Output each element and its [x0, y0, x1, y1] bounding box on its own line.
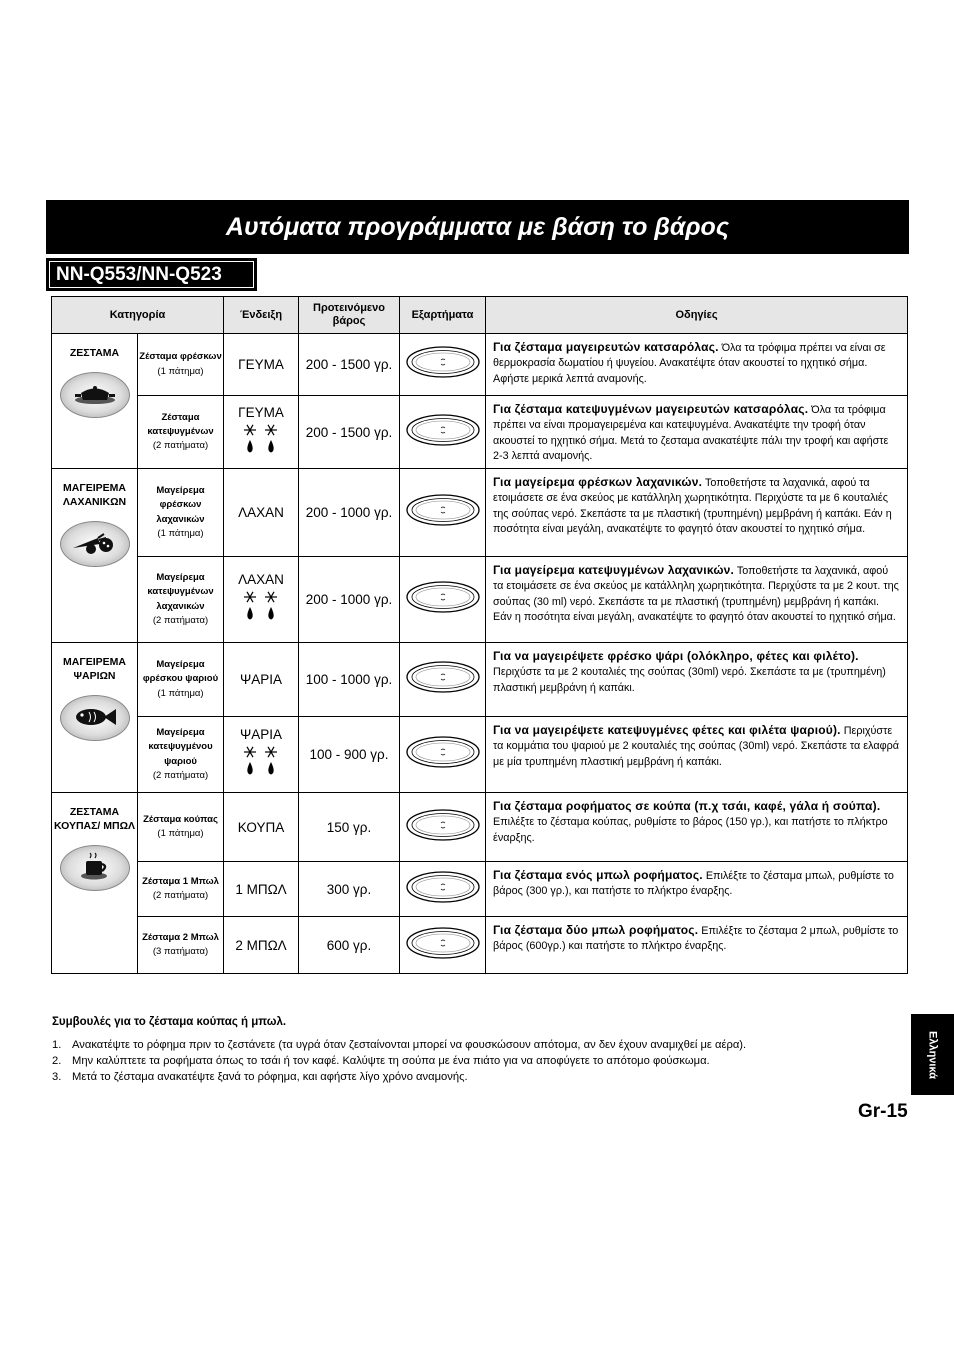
- accessory-cell: [400, 469, 486, 557]
- indicator-label: 1 ΜΠΩΛ: [235, 881, 287, 897]
- subcategory-cell: [138, 557, 224, 643]
- weight-value: 200 - 1500 γρ.: [305, 424, 393, 440]
- subcategory-cell: [138, 469, 224, 557]
- press-count: (3 πατήματα): [152, 946, 209, 957]
- subcategory-cell: [138, 334, 224, 396]
- instructions-cell: [486, 643, 908, 717]
- subcategory-cell: [138, 917, 224, 974]
- indicator-cell: [224, 334, 299, 396]
- instruction-text: Τοποθετήστε τα λαχανικά, αφού τα ετοιμάσετε σε ένα σκεύος με κατάλληλη χωρητικότητα. Περιχύστε τα με 6 κουταλιές της σούπας νερό. Σκεπάστε τα με πλαστική (τρυπημένη) μεμβράνη ή καπάκι. Εάν η ποσότητα είναι μεγάλη, ανακατέψτε το φαγητό όταν ακουστεί το ηχητικό σήμα.: [493, 477, 892, 535]
- vegetables-icon: [70, 530, 120, 559]
- instruction-text: Τοποθετήστε τα λαχανικά, αφού τα ετοιμάσετε σε ένα σκεύος με κατάλληλη χωρητικότητα. Περιχύστε τα με 2 κουτ. της σούπας (30 ml) νερό. Σκεπάστε τα με πλαστική (τρυπημένη) μεμβράνη ή καπάκι. Εάν η ποσότητα είναι μεγάλη, ανακατέψτε το φαγητό όταν ακουστεί το ηχητικό σήμα.: [493, 565, 899, 623]
- instructions-cell: [486, 862, 908, 917]
- fish-icon: [71, 704, 119, 733]
- instruction-heading: Για να μαγειρέψετε φρέσκο ψάρι (ολόκληρο, φέτες και φιλέτο).: [493, 649, 859, 663]
- turntable-plate-icon: [405, 601, 481, 618]
- instruction-heading: Για ζέσταμα ενός μπωλ ροφήματος.: [493, 868, 703, 882]
- tip-number: 2.: [52, 1055, 62, 1068]
- header-weight: Προτεινόμενο βάρος: [299, 297, 400, 334]
- header-accessories: Εξαρτήματα: [400, 297, 486, 334]
- subcategory-cell: [138, 643, 224, 717]
- tip-number: 1.: [52, 1039, 62, 1052]
- weight-cell: [299, 717, 400, 793]
- indicator-cell: [224, 396, 299, 469]
- table-row: [52, 862, 908, 917]
- subcategory-title: Ζέσταμα κατεψυγμένων: [147, 411, 214, 437]
- instruction-text: Περιχύστε τα κομμάτια του ψαριού με 2 κουταλιές της σούπας (30ml) νερό. Σκεπάστε τα ελαφρά με μία τρυπημένη πλαστική μεμβράνη ή καπάκι.: [493, 725, 899, 768]
- indicator-cell: [224, 557, 299, 643]
- weight-cell: [299, 557, 400, 643]
- category-disc: [60, 845, 130, 891]
- category-disc: [60, 521, 130, 567]
- instructions-cell: [486, 917, 908, 974]
- instructions-cell: [486, 717, 908, 793]
- instructions-cell: [486, 557, 908, 643]
- press-count: (1 πάτημα): [157, 527, 204, 539]
- instruction-text: Περιχύστε τα με 2 κουταλιές της σούπας (30ml) νερό. Σκεπάστε τα με (τρυπημένη) πλαστική μεμβράνη ή καπάκι.: [493, 666, 886, 694]
- table-header-row: [52, 297, 908, 334]
- turntable-plate-icon: [405, 756, 481, 773]
- instruction-heading: Για να μαγειρέψετε κατεψυγμένες φέτες και φιλέτα ψαριού).: [493, 723, 841, 737]
- table-row: [52, 793, 908, 862]
- subcategory-title: Ζέσταμα 2 Μπωλ: [142, 931, 219, 943]
- accessory-cell: [400, 917, 486, 974]
- tip-item: [52, 1054, 852, 1070]
- instructions-cell: [486, 334, 908, 396]
- instruction-heading: Για ζέσταμα ροφήματος σε κούπα (π.χ τσάι, καφέ, γάλα ή σούπα).: [493, 799, 881, 813]
- press-count: (1 πάτημα): [157, 365, 204, 377]
- subcategory-cell: [138, 862, 224, 917]
- tip-item: [52, 1070, 852, 1086]
- indicator-label: ΓΕΥΜΑ: [238, 357, 284, 372]
- accessory-cell: [400, 793, 486, 862]
- accessory-cell: [400, 717, 486, 793]
- table-row: [52, 334, 908, 396]
- indicator-cell: [224, 717, 299, 793]
- tip-text: Μετά το ζέσταμα ανακατέψτε ξανά το ρόφημα, και αφήστε λίγο χρόνο αναμονής.: [72, 1071, 468, 1084]
- weight-value: 100 - 1000 γρ.: [305, 672, 393, 687]
- subcategory-title: Μαγείρεμα φρέσκου ψαριού: [142, 659, 219, 685]
- weight-cell: [299, 643, 400, 717]
- table-row: [52, 396, 908, 469]
- indicator-label: ΨΑΡΙΑ: [239, 727, 283, 742]
- indicator-label: ΨΑΡΙΑ: [239, 672, 283, 687]
- table-row: [52, 557, 908, 643]
- table-row: [52, 917, 908, 974]
- indicator-label: ΛΑΧΑΝ: [238, 505, 284, 520]
- subcategory-title: Ζέσταμα 1 Μπωλ: [142, 875, 219, 887]
- indicator-label: ΚΟΥΠΑ: [237, 819, 285, 835]
- turntable-plate-icon: [405, 829, 481, 846]
- weight-value: 600 γρ.: [326, 937, 372, 953]
- instruction-heading: Για ζέσταμα μαγειρευτών κατσαρόλας.: [493, 340, 719, 354]
- programs-table: [51, 296, 908, 974]
- category-title: ΖΕΣΤΑΜΑ ΚΟΥΠΑΣ/ ΜΠΩΛ: [53, 806, 136, 833]
- indicator-cell: [224, 917, 299, 974]
- weight-value: 200 - 1500 γρ.: [305, 357, 393, 372]
- weight-cell: [299, 396, 400, 469]
- casserole-icon: [73, 381, 117, 410]
- turntable-plate-icon: [405, 366, 481, 383]
- accessory-cell: [400, 862, 486, 917]
- weight-cell: [299, 793, 400, 862]
- accessory-cell: [400, 557, 486, 643]
- weight-cell: [299, 917, 400, 974]
- press-count: (1 πάτημα): [157, 687, 204, 699]
- indicator-cell: [224, 793, 299, 862]
- instructions-cell: [486, 793, 908, 862]
- weight-value: 200 - 1000 γρ.: [305, 592, 393, 607]
- tip-text: Ανακατέψτε το ρόφημα πριν το ζεστάνετε (τα υγρά όταν ζεσταίνονται μπορεί να φουσκώσουν απότομα, αν δεν έχουν αναμιχθεί με αέρα).: [72, 1039, 747, 1052]
- cup-icon: [78, 852, 112, 885]
- subcategory-title: Μαγείρεμα κατεψυγμένων λαχανικών: [147, 572, 214, 612]
- subcategory-cell: [138, 717, 224, 793]
- subcategory-title: Ζέσταμα φρέσκων: [139, 351, 222, 363]
- instruction-heading: Για ζέσταμα κατεψυγμένων μαγειρευτών κατσαρόλας.: [493, 402, 809, 416]
- tip-number: 3.: [52, 1071, 62, 1084]
- header-instructions: Οδηγίες: [486, 297, 908, 334]
- instruction-heading: Για ζέσταμα δύο μπωλ ροφήματος.: [493, 923, 699, 937]
- indicator-cell: [224, 469, 299, 557]
- frozen-icon: [224, 745, 298, 782]
- instruction-text: Όλα τα τρόφιμα πρέπει να είναι προμαγειρεμένα και κατεψυγμένα. Ανακατέψτε την τροφή όταν ακουστεί το ηχητικό σήμα. Μετά το ζεσταμα ανακατέψτε πάλι την τροφή και αφήστε 2-3 λεπτά αναμονής.: [493, 404, 889, 462]
- weight-value: 300 γρ.: [326, 881, 372, 897]
- weight-value: 100 - 900 γρ.: [309, 747, 389, 762]
- accessory-cell: [400, 643, 486, 717]
- turntable-plate-icon: [405, 514, 481, 531]
- category-cell: [52, 643, 138, 793]
- header-category: Κατηγορία: [52, 297, 224, 334]
- category-title: ΜΑΓΕΙΡΕΜΑ ΛΑΧΑΝΙΚΩΝ: [62, 482, 127, 509]
- instruction-text: Όλα τα τρόφιμα πρέπει να είναι σε θερμοκρασία δωματίου ή ψυγείου. Ανακατέψτε όταν ακουστεί το ηχητικό σήμα. Αφήστε μερικά λεπτά αναμονής.: [493, 342, 886, 385]
- category-title: ΜΑΓΕΙΡΕΜΑ ΨΑΡΙΩΝ: [63, 656, 126, 683]
- instruction-heading: Για μαγείρεμα φρέσκων λαχανικών.: [493, 475, 703, 489]
- weight-value: 150 γρ.: [326, 819, 372, 835]
- tip-text: Μην καλύπτετε τα ροφήματα όπως το τσάι ή τον καφέ. Καλύψτε τη σούπα με ένα πιάτο για να αποφύγετε το απότομο φούσκωμα.: [72, 1055, 710, 1068]
- instruction-heading: Για μαγείρεμα κατεψυγμένων λαχανικών.: [493, 563, 735, 577]
- instruction-text: Επιλέξτε το ζέσταμα μπωλ, ρυθμίστε το βάρος (300 γρ.), και πατήστε το πλήκτρο έναρξης.: [493, 870, 894, 898]
- turntable-plate-icon: [405, 434, 481, 451]
- model-label: NN-Q553/NN-Q523: [46, 258, 257, 291]
- weight-value: 200 - 1000 γρ.: [305, 505, 393, 520]
- instructions-cell: [486, 396, 908, 469]
- press-count: (1 πάτημα): [157, 828, 204, 839]
- instruction-text: Επιλέξτε το ζέσταμα 2 μπωλ, ρυθμίστε το βάρος (600γρ.) και πατήστε το πλήκτρο έναρξης.: [493, 925, 899, 953]
- press-count: (2 πατήματα): [152, 890, 209, 901]
- indicator-label: ΛΑΧΑΝ: [238, 572, 284, 587]
- subcategory-cell: [138, 396, 224, 469]
- weight-cell: [299, 334, 400, 396]
- subcategory-title: Ζέσταμα κούπας: [143, 813, 218, 825]
- language-tab: [911, 1014, 954, 1095]
- indicator-label: 2 ΜΠΩΛ: [235, 937, 287, 953]
- instruction-text: Επιλέξτε το ζέσταμα κούπας, ρυθμίστε το βάρος (150 γρ.), και πατήστε το πλήκτρο έναρξης.: [493, 816, 888, 844]
- turntable-plate-icon: [405, 681, 481, 698]
- weight-cell: [299, 469, 400, 557]
- press-count: (2 πατήματα): [152, 440, 209, 452]
- indicator-label: ΓΕΥΜΑ: [238, 404, 284, 420]
- subcategory-title: Μαγείρεμα κατεψυγμένου ψαριού: [148, 727, 213, 767]
- table-row: [52, 717, 908, 793]
- tip-item: [52, 1038, 852, 1054]
- subcategory-title: Μαγείρεμα φρέσκων λαχανικών: [156, 485, 205, 525]
- instructions-cell: [486, 469, 908, 557]
- category-title: ΖΕΣΤΑΜΑ: [69, 347, 120, 359]
- frozen-icon: [224, 423, 298, 460]
- table-row: [52, 469, 908, 557]
- indicator-cell: [224, 643, 299, 717]
- indicator-cell: [224, 862, 299, 917]
- category-cell: [52, 469, 138, 643]
- page-number: Gr-15: [858, 1101, 908, 1122]
- press-count: (2 πατήματα): [152, 769, 209, 781]
- turntable-plate-icon: [405, 891, 481, 908]
- category-disc: [60, 695, 130, 741]
- language-tab-label: Ελληνικά: [926, 1030, 939, 1079]
- category-cell: [52, 793, 138, 974]
- turntable-plate-icon: [405, 947, 481, 964]
- accessory-cell: [400, 396, 486, 469]
- weight-cell: [299, 862, 400, 917]
- frozen-icon: [224, 590, 298, 627]
- header-indicator: Ένδειξη: [224, 297, 299, 334]
- table-row: [52, 643, 908, 717]
- category-cell: [52, 334, 138, 469]
- tips-heading: Συμβουλές για το ζέσταμα κούπας ή μπωλ.: [52, 1016, 287, 1028]
- page-title: Αυτόματα προγράμματα με βάση το βάρος: [46, 200, 909, 254]
- press-count: (2 πατήματα): [152, 614, 209, 626]
- accessory-cell: [400, 334, 486, 396]
- tips-section: [52, 1014, 852, 1086]
- category-disc: [60, 372, 130, 418]
- subcategory-cell: [138, 793, 224, 862]
